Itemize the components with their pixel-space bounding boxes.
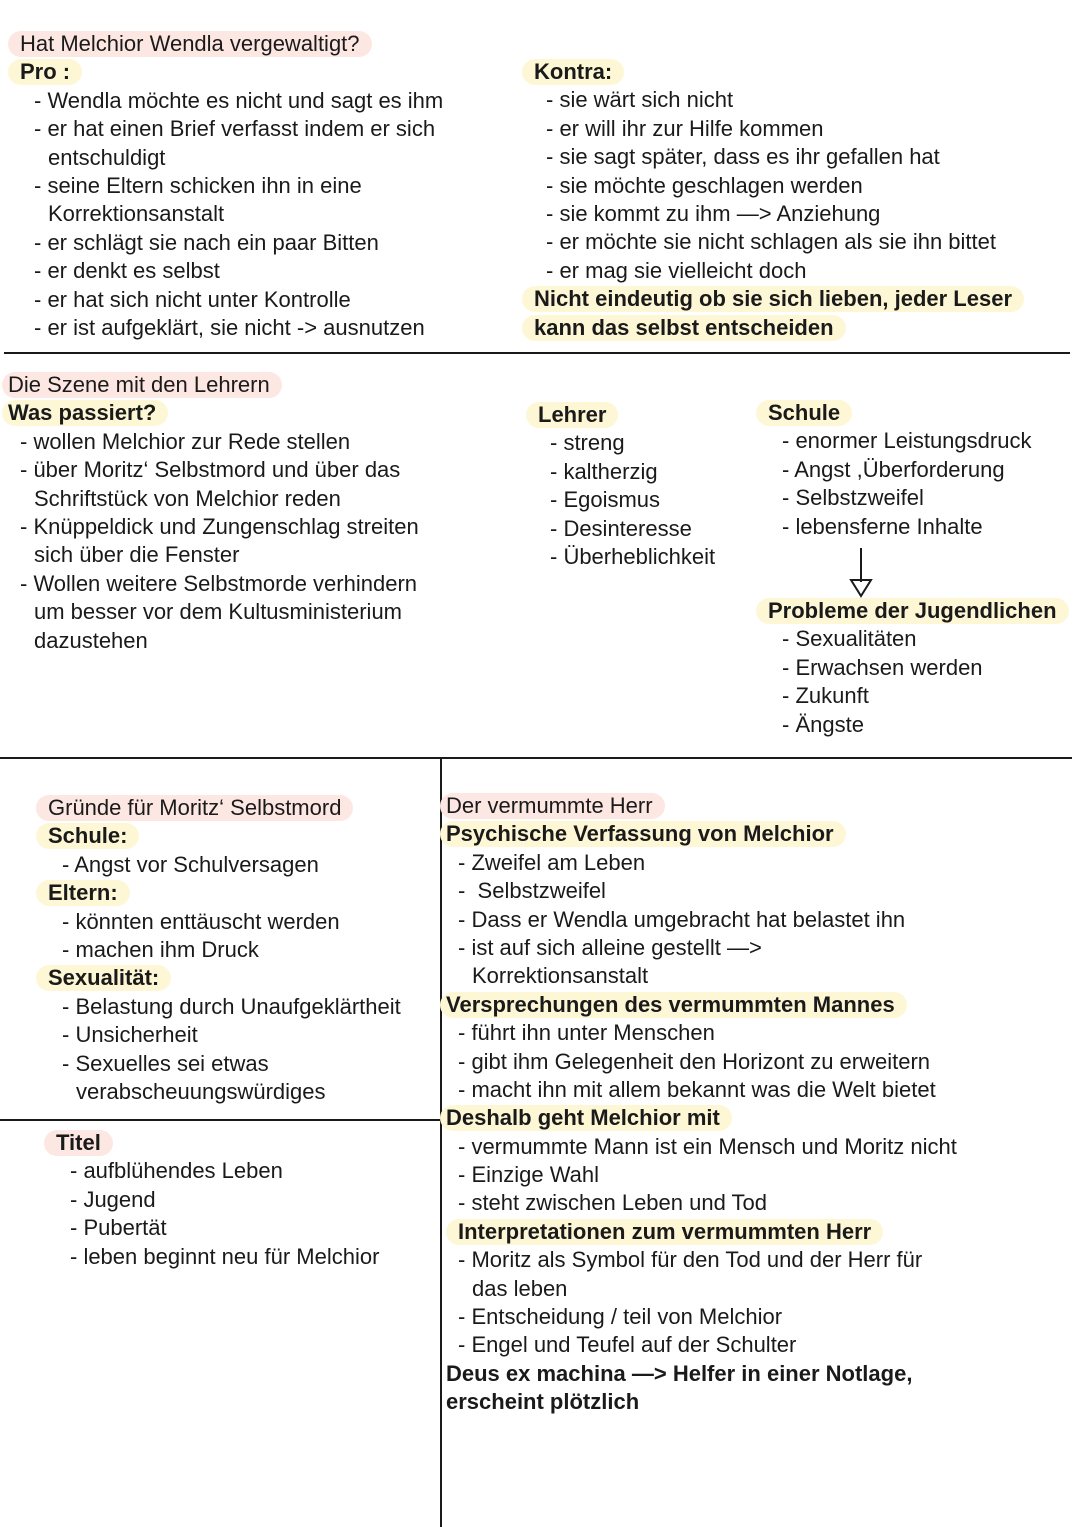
pro-list xyxy=(20,87,443,343)
list-item: - aufblühendes Leben xyxy=(70,1158,283,1184)
list-item: - Pubertät xyxy=(70,1215,167,1241)
list-item: - er möchte sie nicht schlagen als sie ihn bittet xyxy=(546,229,997,255)
eltern-heading: Eltern: xyxy=(36,880,130,906)
list-item: - Ängste xyxy=(782,711,864,737)
list-item: - enormer Leistungsdruck xyxy=(782,428,1032,454)
eltern-list xyxy=(48,908,401,965)
list-item: - er hat sich nicht unter Kontrolle xyxy=(34,286,351,312)
list-item: - gibt ihm Gelegenheit den Horizont zu erweitern xyxy=(458,1048,931,1074)
list-item: dazustehen xyxy=(34,627,148,653)
list-item: - streng xyxy=(550,430,625,456)
lehrer-list xyxy=(538,429,715,571)
list-item: Korrektionsanstalt xyxy=(48,201,225,227)
sexualitaet-heading: Sexualität: xyxy=(36,965,171,991)
list-item: verabscheuungswürdiges xyxy=(76,1078,326,1104)
list-item: - Egoismus xyxy=(550,487,661,513)
schule-heading: Schule: xyxy=(36,823,139,849)
kontra-list xyxy=(534,86,1024,285)
list-item: - leben beginnt neu für Melchior xyxy=(70,1243,380,1269)
probleme-heading: Probleme der Jugendlichen xyxy=(756,598,1069,624)
probleme-block xyxy=(768,597,1069,739)
was-passiert-list xyxy=(8,428,419,655)
interpretationen-heading: Interpretationen zum vermummten Herr xyxy=(446,1219,883,1245)
list-item: - Dass er Wendla umgebracht hat belastet ihn xyxy=(458,906,906,932)
section-title: Gründe für Moritz‘ Selbstmord xyxy=(36,795,353,821)
list-item: - Wendla möchte es nicht und sagt es ihm xyxy=(34,87,444,113)
list-item: - steht zwischen Leben und Tod xyxy=(458,1190,768,1216)
list-item: - er ist aufgeklärt, sie nicht -> ausnutzen xyxy=(34,314,425,340)
kontra-block xyxy=(534,58,1024,342)
titel-list xyxy=(56,1157,379,1271)
titel-heading: Titel xyxy=(44,1130,113,1156)
list-item: - er denkt es selbst xyxy=(34,258,220,284)
pro-heading: Pro : xyxy=(8,59,82,85)
sexualitaet-list xyxy=(48,993,401,1107)
section-title: Der vermummte Herr xyxy=(440,793,665,819)
conclusion-line: kann das selbst entscheiden xyxy=(522,315,846,341)
section-vermummter-herr xyxy=(446,792,957,1417)
versprechungen-heading: Versprechungen des vermummten Mannes xyxy=(440,992,907,1018)
list-item: - über Moritz‘ Selbstmord und über das xyxy=(20,457,401,483)
list-item: sich über die Fenster xyxy=(34,542,240,568)
list-item: - Selbstzweifel xyxy=(782,485,924,511)
list-item: - Belastung durch Unaufgeklärtheit xyxy=(62,993,401,1019)
list-item: - könnten enttäuscht werden xyxy=(62,908,340,934)
list-item: entschuldigt xyxy=(48,144,166,170)
list-item: - seine Eltern schicken ihn in eine xyxy=(34,172,362,198)
section-lehrer-szene xyxy=(8,371,419,655)
divider-vertical xyxy=(440,758,442,1527)
psych-list xyxy=(446,849,957,991)
list-item: - Zweifel am Leben xyxy=(458,849,646,875)
list-item: - Desinteresse xyxy=(550,515,692,541)
list-item: - Selbstzweifel xyxy=(458,878,606,904)
divider-2 xyxy=(0,757,1072,759)
list-item: - Moritz als Symbol für den Tod und der Herr für xyxy=(458,1247,923,1273)
divider-1 xyxy=(4,352,1070,354)
list-item: - sie möchte geschlagen werden xyxy=(546,172,863,198)
list-item: - Angst vor Schulversagen xyxy=(62,851,319,877)
list-item: - Überheblichkeit xyxy=(550,543,716,569)
interpretationen-list xyxy=(446,1246,957,1360)
list-item: - Erwachsen werden xyxy=(782,654,983,680)
list-item: Schriftstück von Melchior reden xyxy=(34,485,341,511)
list-item: Korrektionsanstalt xyxy=(472,963,649,989)
list-item: - er schlägt sie nach ein paar Bitten xyxy=(34,229,379,255)
deshalb-list xyxy=(446,1133,957,1218)
kontra-heading: Kontra: xyxy=(522,59,624,85)
list-item: - Knüppeldick und Zungenschlag streiten xyxy=(20,513,419,539)
divider-3 xyxy=(0,1119,441,1121)
deus-ex-machina-line: Deus ex machina —> Helfer in einer Notlage, xyxy=(446,1360,913,1386)
list-item: - macht ihn mit allem bekannt was die Welt bietet xyxy=(458,1076,936,1102)
list-item: - wollen Melchior zur Rede stellen xyxy=(20,428,351,454)
list-item: - er will ihr zur Hilfe kommen xyxy=(546,115,824,141)
list-item: - Sexualitäten xyxy=(782,626,917,652)
list-item: das leben xyxy=(472,1275,568,1301)
list-item: - vermummte Mann ist ein Mensch und Moritz nicht xyxy=(458,1133,957,1159)
schule-list xyxy=(48,851,401,879)
list-item: - Sexuelles sei etwas xyxy=(62,1050,269,1076)
was-passiert-heading: Was passiert? xyxy=(2,400,168,426)
deus-ex-machina-line: erscheint plötzlich xyxy=(446,1389,640,1415)
section-title: Die Szene mit den Lehrern xyxy=(2,372,282,398)
lehrer-heading: Lehrer xyxy=(526,402,618,428)
list-item: - er mag sie vielleicht doch xyxy=(546,257,807,283)
section-vergewaltigung xyxy=(20,30,443,342)
list-item: - Engel und Teufel auf der Schulter xyxy=(458,1332,797,1358)
list-item: - Angst ,Überforderung xyxy=(782,456,1005,482)
list-item: - sie kommt zu ihm —> Anziehung xyxy=(546,200,881,226)
list-item: - Wollen weitere Selbstmorde verhindern xyxy=(20,570,417,596)
section-title: Hat Melchior Wendla vergewaltigt? xyxy=(8,31,372,57)
list-item: - Zukunft xyxy=(782,683,869,709)
psych-heading: Psychische Verfassung von Melchior xyxy=(440,821,846,847)
list-item: - Einzige Wahl xyxy=(458,1162,600,1188)
arrow-down-icon xyxy=(846,548,876,600)
list-item: - sie wärt sich nicht xyxy=(546,87,734,113)
list-item: - Entscheidung / teil von Melchior xyxy=(458,1304,783,1330)
schule-heading: Schule xyxy=(756,400,852,426)
list-item: - lebensferne Inhalte xyxy=(782,513,983,539)
list-item: - sie sagt später, dass es ihr gefallen hat xyxy=(546,144,940,170)
conclusion-line: Nicht eindeutig ob sie sich lieben, jeder Leser xyxy=(522,286,1024,312)
list-item: - führt ihn unter Menschen xyxy=(458,1020,715,1046)
list-item: - Jugend xyxy=(70,1186,156,1212)
probleme-list xyxy=(768,625,1069,739)
deshalb-heading: Deshalb geht Melchior mit xyxy=(440,1105,732,1131)
list-item: - machen ihm Druck xyxy=(62,936,259,962)
versprechungen-list xyxy=(446,1019,957,1104)
list-item: - Unsicherheit xyxy=(62,1022,198,1048)
list-item: - er hat einen Brief verfasst indem er sich xyxy=(34,116,436,142)
schule-block xyxy=(768,399,1031,541)
list-item: - ist auf sich alleine gestellt —> xyxy=(458,934,762,960)
section-titel xyxy=(56,1129,379,1271)
schule-list xyxy=(768,427,1031,541)
list-item: um besser vor dem Kultusministerium xyxy=(34,599,403,625)
lehrer-block xyxy=(538,401,715,571)
section-gruende-selbstmord xyxy=(48,794,401,1106)
list-item: - kaltherzig xyxy=(550,458,658,484)
